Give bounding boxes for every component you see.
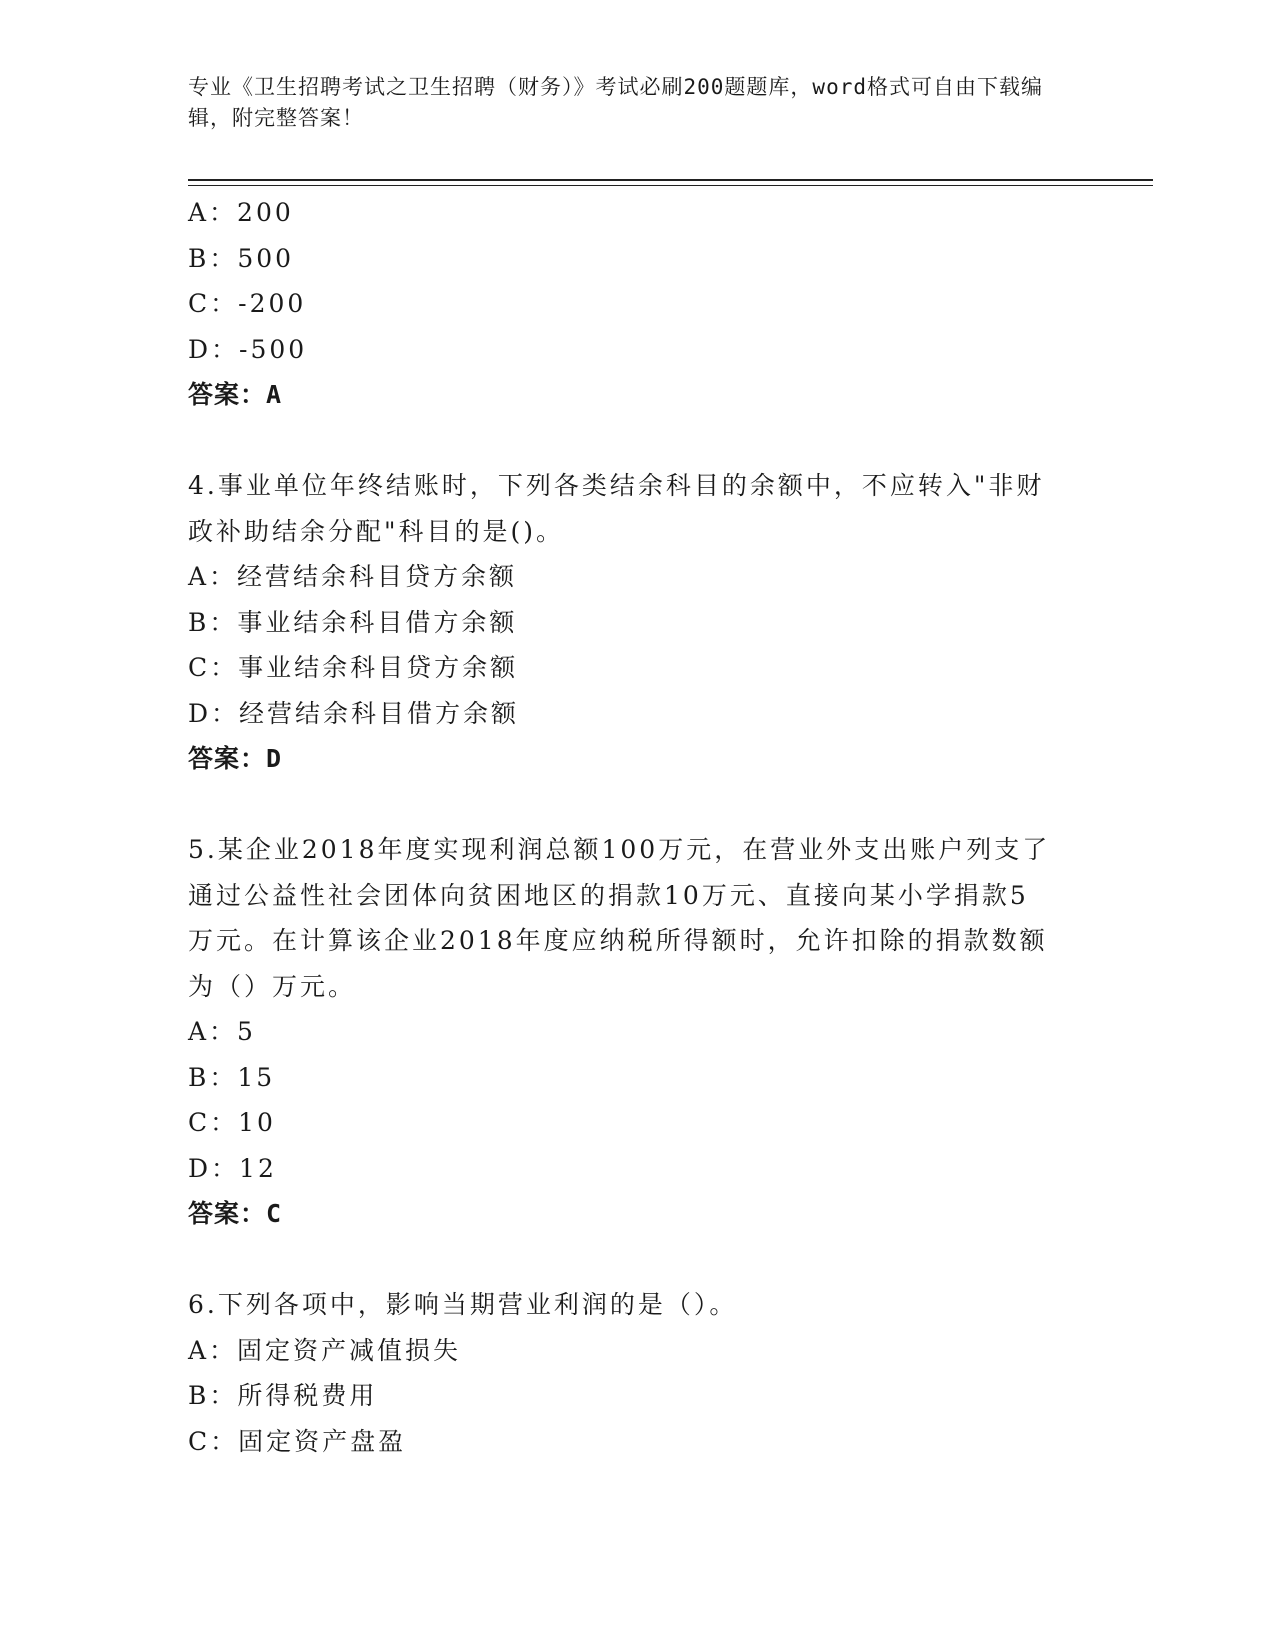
option-b: B：所得税费用 xyxy=(188,1381,378,1410)
question-stem: 通过公益性社会团体向贫困地区的捐款10万元、直接向某小学捐款5 xyxy=(188,880,1029,910)
question-stem: 6.下列各项中，影响当期营业利润的是（）。 xyxy=(188,1290,738,1319)
option-c: C：事业结余科目贷方余额 xyxy=(188,653,519,682)
option-a: A：固定资产减值损失 xyxy=(188,1335,462,1365)
question-block xyxy=(188,827,1088,1237)
answer-line: 答案：A xyxy=(188,380,283,409)
question-stem: 万元。在计算该企业2018年度应纳税所得额时，允许扣除的捐款数额 xyxy=(188,926,1048,955)
option-c: C：固定资产盘盈 xyxy=(188,1426,407,1456)
question-block xyxy=(188,190,1088,418)
option-d: D：经营结余科目借方余额 xyxy=(188,698,520,728)
answer-line: 答案：D xyxy=(188,744,283,773)
option-a: A：经营结余科目贷方余额 xyxy=(188,562,518,591)
question-block xyxy=(188,463,1088,782)
option-b: B：事业结余科目借方余额 xyxy=(188,607,518,637)
header-divider-thin xyxy=(188,185,1153,186)
option-a: A：200 xyxy=(188,198,294,227)
question-block xyxy=(188,1282,1088,1464)
answer-line: 答案：C xyxy=(188,1199,283,1228)
question-stem: 为（）万元。 xyxy=(188,971,357,1001)
option-d: D：12 xyxy=(188,1153,277,1183)
question-stem: 4.事业单位年终结账时，下列各类结余科目的余额中，不应转入"非财 xyxy=(188,471,1045,500)
option-b: B：15 xyxy=(188,1062,276,1092)
question-stem: 政补助结余分配"科目的是()。 xyxy=(188,516,565,546)
option-d: D：-500 xyxy=(188,334,308,364)
document-header: 专业《卫生招聘考试之卫生招聘（财务）》考试必刷200题题库，word格式可自由下载编辑，附完整答案！ xyxy=(188,75,1043,130)
question-stem: 5.某企业2018年度实现利润总额100万元，在营业外支出账户列支了 xyxy=(188,835,1051,864)
option-c: C：-200 xyxy=(188,289,307,318)
question-list xyxy=(188,190,1088,1464)
header-divider-thick xyxy=(188,179,1153,181)
option-b: B：500 xyxy=(188,243,295,273)
option-c: C：10 xyxy=(188,1108,276,1137)
option-a: A：5 xyxy=(188,1017,256,1046)
